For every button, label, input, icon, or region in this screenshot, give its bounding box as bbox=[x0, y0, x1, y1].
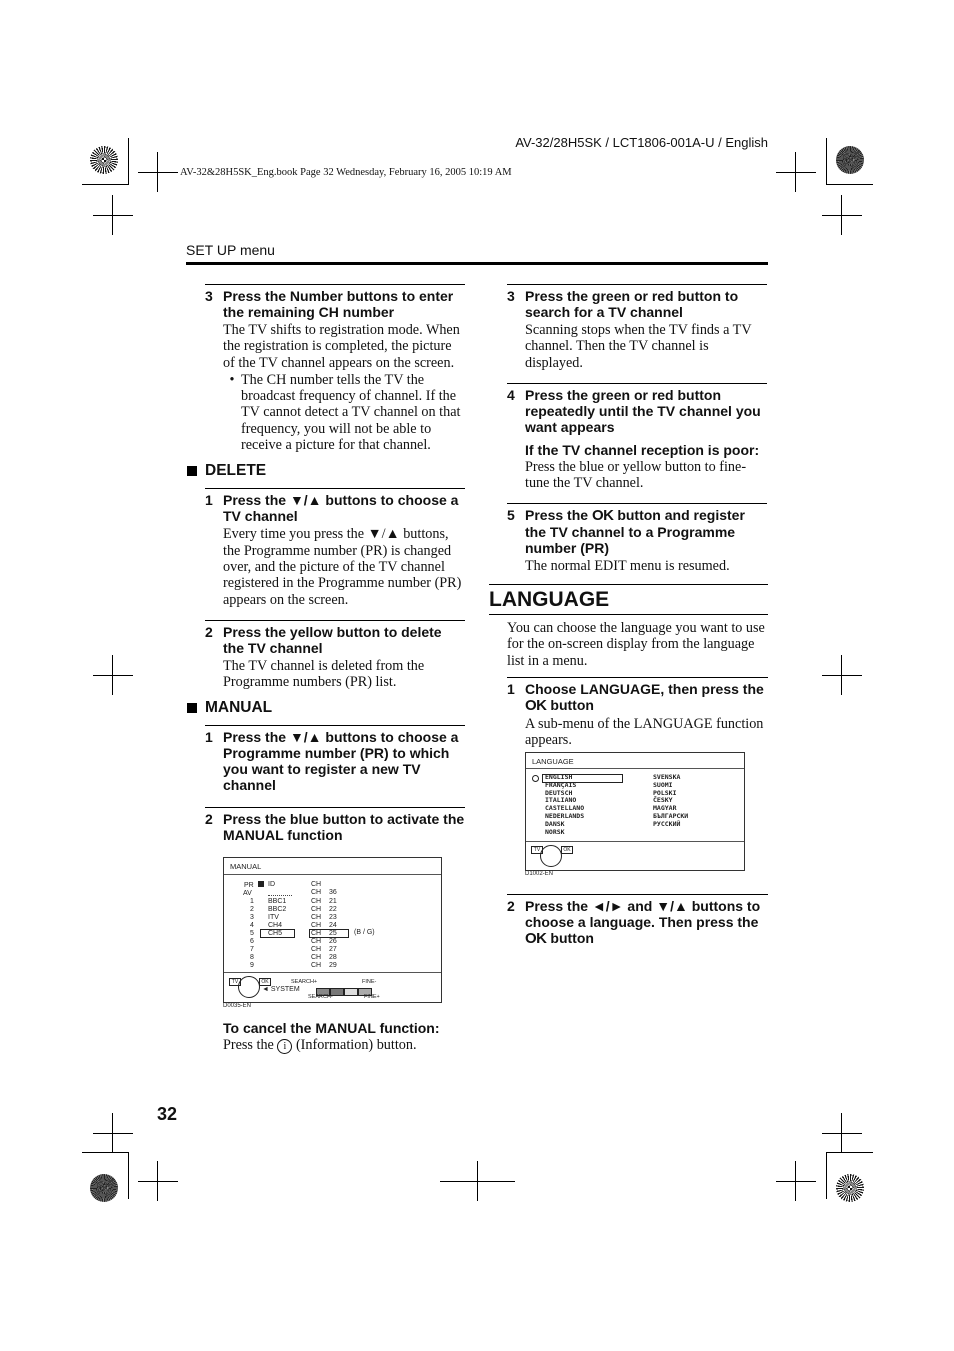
ch-label: CH bbox=[311, 914, 322, 921]
bullet-item: • The CH number tells the TV the broadcast frequency of channel. If the TV cannot detect a TV channel on that frequency, you will not be able to receive a picture for that channel. bbox=[229, 371, 461, 454]
step-divider bbox=[507, 894, 768, 895]
step-divider bbox=[507, 503, 767, 504]
figure-caption: D0035-EN bbox=[223, 1003, 252, 1009]
pr-number: 9 bbox=[250, 962, 254, 969]
crop-line bbox=[822, 215, 862, 216]
channel-number: 23 bbox=[329, 914, 337, 921]
language-option: SUOMI bbox=[653, 780, 673, 789]
cancel-note bbox=[205, 1020, 465, 1054]
id-label: ID bbox=[268, 881, 275, 888]
lock-icon bbox=[258, 881, 264, 887]
channel-number: 29 bbox=[329, 962, 337, 969]
ok-button: OK bbox=[561, 846, 573, 854]
down-up-arrow-icon: ▼/▲ bbox=[367, 526, 400, 543]
dpad-icon bbox=[238, 976, 260, 998]
step-divider bbox=[205, 725, 465, 726]
channel-number: 21 bbox=[329, 898, 337, 905]
step-heading: 1 Press the ▼/▲ buttons to choose a Programme number (PR) to which you want to register a new TV channel bbox=[205, 729, 459, 794]
cancel-heading: To cancel the MANUAL function: bbox=[223, 1020, 440, 1036]
language-section bbox=[489, 584, 768, 748]
screen-title: LANGUAGE bbox=[532, 757, 574, 766]
pr-number: 6 bbox=[250, 938, 254, 945]
step-heading: 2 Press the blue button to activate the MANUAL function bbox=[205, 811, 465, 844]
document-id: AV-32/28H5SK / LCT1806-001A-U / English bbox=[515, 135, 768, 150]
step-divider bbox=[507, 284, 767, 285]
language-option: NEDERLANDS bbox=[545, 811, 585, 820]
channel-number: 28 bbox=[329, 954, 337, 961]
crop-line bbox=[822, 675, 862, 676]
delete-heading: DELETE bbox=[187, 462, 465, 480]
language-option: DEUTSCH bbox=[545, 788, 573, 797]
pr-number: 4 bbox=[250, 922, 254, 929]
channel-number: 26 bbox=[329, 938, 337, 945]
square-bullet-icon bbox=[187, 466, 197, 476]
screen-divider bbox=[224, 972, 441, 973]
language-option: ITALIANO bbox=[545, 796, 577, 805]
search-plus-label: SEARCH+ bbox=[291, 979, 318, 985]
step-heading: 2 Press the ◄/► and ▼/▲ buttons to choose a language. Then press the OK button bbox=[507, 898, 761, 947]
ch-label: CH bbox=[311, 930, 322, 937]
row-cursor bbox=[260, 929, 295, 938]
ch-label: CH bbox=[311, 946, 322, 953]
step-divider bbox=[205, 488, 465, 489]
cancel-body: Press the i (Information) button. bbox=[223, 1037, 417, 1053]
ok-icon: OK bbox=[525, 930, 547, 947]
screen-title: MANUAL bbox=[230, 862, 262, 871]
crop-line bbox=[440, 1181, 515, 1182]
step-heading: 4 Press the green or red button repeatedly until the TV channel you want appears bbox=[507, 386, 761, 435]
step-heading: 1 Press the ▼/▲ buttons to choose a TV channel bbox=[205, 492, 459, 525]
step-body: Press the blue or yellow button to fine-tune the TV channel. bbox=[525, 458, 747, 492]
step-body: The TV channel is deleted from the Programme numbers (PR) list. bbox=[223, 657, 425, 691]
crop-line bbox=[822, 1133, 862, 1134]
crop-line bbox=[138, 172, 178, 173]
ok-icon: OK bbox=[591, 507, 614, 525]
fine-plus-label: FINE+ bbox=[364, 994, 380, 1000]
crop-mark bbox=[826, 138, 873, 185]
tv-button: TV bbox=[531, 846, 543, 854]
fine-minus-label: FINE- bbox=[362, 979, 377, 985]
step-body: A sub-menu of the LANGUAGE function appears. bbox=[525, 715, 764, 749]
step-divider bbox=[205, 620, 465, 621]
manual-screen-illustration: MANUAL PR AV ID CH CH 36 1 BBC1 CH 21 2 BBC2 CH 22 3 ITV CH 23 4 CH4 CH 24 5 CH5 CH 25 6 CH 26 7 CH 27 8 CH 28 9 CH 29 (B / G) TV OK ◄ SYSTEM SEARCH+ FINE- SEARCH- FINE+ bbox=[223, 857, 442, 1003]
system-value: (B / G) bbox=[354, 929, 375, 936]
language-option: FRANÇAIS bbox=[545, 780, 577, 789]
ok-icon: OK bbox=[525, 696, 547, 714]
step-divider bbox=[507, 383, 767, 384]
crop-line bbox=[93, 1133, 133, 1134]
step-heading: 2 Press the yellow button to delete the TV channel bbox=[205, 623, 442, 656]
screen-divider bbox=[224, 874, 441, 875]
station-id: CH5 bbox=[268, 930, 283, 937]
pr-number: 1 bbox=[250, 898, 254, 905]
crop-mark bbox=[82, 138, 129, 185]
language-option: РУССКИЙ bbox=[653, 819, 681, 828]
selection-marker-icon bbox=[532, 775, 539, 782]
language-option: SVENSKA bbox=[653, 773, 681, 781]
language-option: ENGLISH bbox=[545, 773, 573, 781]
header-rule bbox=[186, 262, 768, 265]
down-up-arrow-icon: ▼/▲ bbox=[289, 492, 322, 509]
screen-divider bbox=[526, 841, 744, 842]
square-bullet-icon bbox=[187, 703, 197, 713]
dpad-icon bbox=[540, 845, 562, 867]
down-up-arrow-icon: ▼/▲ bbox=[289, 729, 322, 746]
step-heading: 3 Press the green or red button to search for a TV channel bbox=[507, 288, 739, 320]
info-icon: i bbox=[277, 1039, 292, 1054]
page-number: 32 bbox=[157, 1104, 178, 1124]
ch-label: CH bbox=[311, 881, 322, 888]
language-option: MAGYAR bbox=[653, 804, 677, 813]
station-id: CH4 bbox=[268, 922, 283, 929]
station-id: BBC2 bbox=[268, 906, 287, 913]
tv-button: TV bbox=[229, 978, 241, 986]
language-intro: You can choose the language you want to use for the on-screen display from the language list in a menu. bbox=[507, 620, 765, 669]
step-body: Scanning stops when the TV finds a TV channel. Then the TV channel is displayed. bbox=[525, 322, 752, 371]
channel-number: 25 bbox=[329, 930, 337, 937]
step-divider bbox=[205, 284, 465, 285]
crop-mark bbox=[826, 1152, 873, 1199]
language-option: POLSKI bbox=[653, 788, 677, 797]
left-right-arrow-icon: ◄/► bbox=[591, 898, 624, 914]
id-underline bbox=[268, 895, 292, 896]
av-label: AV bbox=[243, 890, 252, 897]
section-divider bbox=[489, 584, 768, 585]
section-divider bbox=[489, 614, 768, 615]
pr-label: PR bbox=[244, 882, 254, 889]
left-column bbox=[205, 284, 465, 843]
ch-label: CH bbox=[311, 962, 322, 969]
ch-label: CH bbox=[311, 922, 322, 929]
step-body: The normal EDIT menu is resumed. bbox=[525, 558, 730, 575]
channel-number: 27 bbox=[329, 946, 337, 953]
step-divider bbox=[507, 677, 768, 678]
pr-number: 3 bbox=[250, 914, 254, 921]
screen-divider bbox=[526, 768, 744, 769]
pr-number: 2 bbox=[250, 906, 254, 913]
crop-line bbox=[93, 675, 133, 676]
section-title: SET UP menu bbox=[186, 242, 275, 258]
step-heading: 1 Choose LANGUAGE, then press the OK button bbox=[507, 680, 764, 714]
crop-line bbox=[138, 1181, 178, 1182]
search-minus-label: SEARCH- bbox=[308, 994, 333, 1000]
language-list-right bbox=[653, 774, 688, 829]
pr-number: 5 bbox=[250, 930, 254, 937]
right-column bbox=[507, 284, 767, 575]
ok-button: OK bbox=[259, 978, 271, 986]
language-option: DANSK bbox=[545, 819, 565, 828]
crop-line bbox=[776, 1181, 816, 1182]
channel-number: 24 bbox=[329, 922, 337, 929]
crop-mark bbox=[82, 1152, 129, 1199]
language-heading: LANGUAGE bbox=[489, 588, 610, 611]
step-heading: 3 Press the Number buttons to enter the remaining CH number bbox=[205, 288, 454, 320]
pr-number: 8 bbox=[250, 954, 254, 961]
language-screen-illustration bbox=[525, 752, 745, 871]
pr-number: 7 bbox=[250, 946, 254, 953]
step-body: The TV shifts to registration mode. When the registration is completed, the picture of the TV channel appears on the screen. bbox=[223, 322, 460, 371]
channel-number: 22 bbox=[329, 906, 337, 913]
book-line: AV-32&28H5SK_Eng.book Page 32 Wednesday, February 16, 2005 10:19 AM bbox=[180, 167, 512, 178]
step-divider bbox=[205, 807, 465, 808]
crop-line bbox=[93, 215, 133, 216]
system-button-label: ◄ SYSTEM bbox=[262, 986, 300, 993]
crop-line bbox=[776, 172, 816, 173]
language-list-left bbox=[545, 774, 584, 836]
station-id: BBC1 bbox=[268, 898, 287, 905]
ch-label: CH bbox=[311, 938, 322, 945]
ch-label: CH bbox=[311, 898, 322, 905]
language-step-2 bbox=[507, 894, 768, 947]
down-up-arrow-icon: ▼/▲ bbox=[656, 898, 688, 914]
language-option: CASTELLANO bbox=[545, 804, 585, 813]
station-id: ITV bbox=[268, 914, 279, 921]
yellow-button bbox=[344, 988, 358, 996]
step-body: Every time you press the ▼/▲ buttons, the Programme number (PR) is changed over, and the picture of the TV channel registered in the Programme number (PR) appears on the screen. bbox=[223, 526, 462, 608]
ch-label: CH bbox=[311, 954, 322, 961]
language-option: ČESKY bbox=[653, 796, 673, 805]
poor-reception-heading: If the TV channel reception is poor: bbox=[525, 441, 760, 458]
language-option: БЪЛГАРСКИ bbox=[653, 811, 689, 820]
figure-caption: D1002-EN bbox=[525, 871, 554, 877]
language-option: NORSK bbox=[545, 827, 565, 836]
ch-label: CH bbox=[311, 906, 322, 913]
step-heading: 5 Press the OK button and register the TV channel to a Programme number (PR) bbox=[507, 507, 745, 557]
ch-cursor bbox=[309, 929, 349, 938]
manual-heading: MANUAL bbox=[187, 699, 465, 717]
